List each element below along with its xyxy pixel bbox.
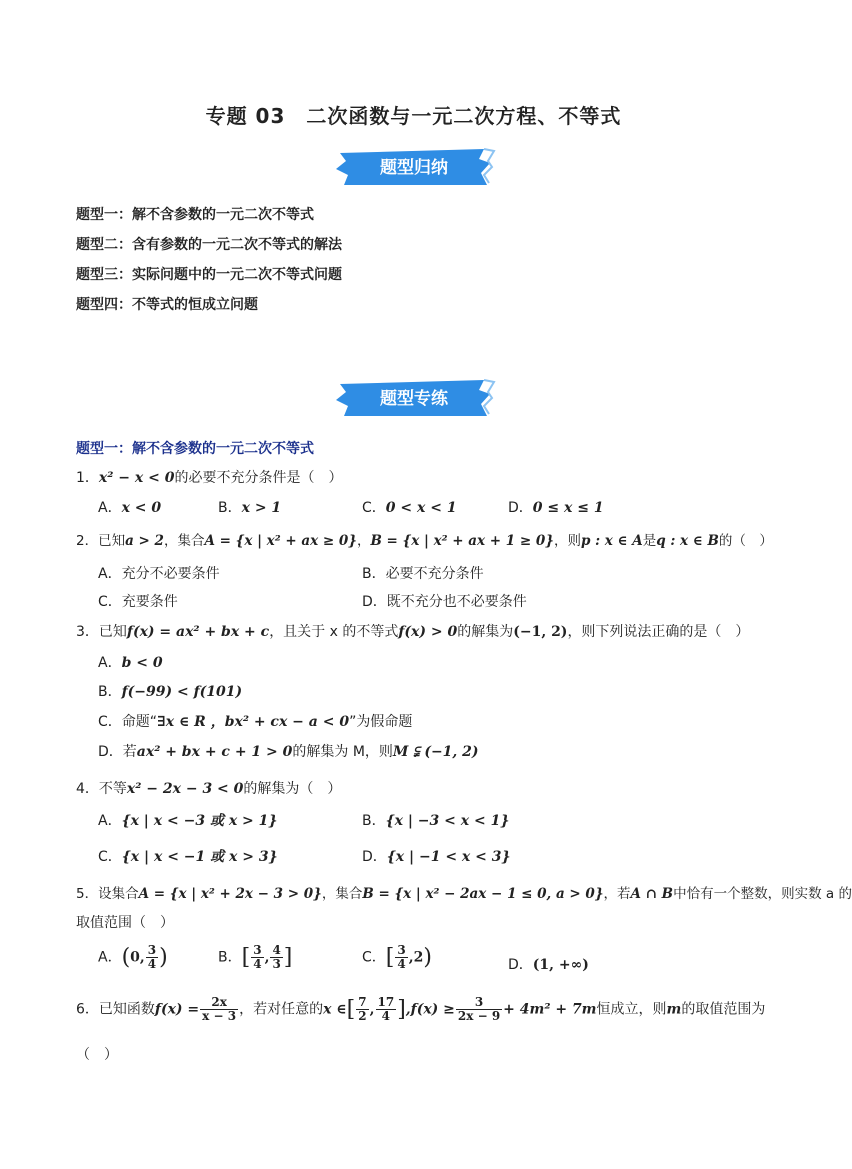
option-text: b < 0 bbox=[121, 655, 163, 671]
paren-open: ( bbox=[121, 945, 131, 970]
fraction bbox=[356, 996, 368, 1023]
option-text: 0 < x < 1 bbox=[385, 500, 457, 516]
q3-text: 的解集为 bbox=[457, 624, 514, 640]
paren-close: ) bbox=[423, 945, 432, 970]
question-2-number: 2． bbox=[76, 533, 99, 549]
q2-text: ，集合 bbox=[163, 533, 205, 549]
comma: , bbox=[405, 1001, 411, 1018]
question-3-option-d[interactable] bbox=[98, 741, 479, 761]
comma: , bbox=[264, 949, 270, 966]
question-4-option-d[interactable] bbox=[362, 846, 511, 866]
option-text: x < 0 bbox=[121, 500, 162, 516]
q4-expr: x² − 2x − 3 < 0 bbox=[126, 781, 244, 797]
question-5-stem bbox=[76, 882, 852, 902]
toc-item-2: 题型二：含有参数的一元二次不等式的解法 bbox=[76, 237, 342, 253]
q2-text: 的（ ） bbox=[718, 533, 773, 549]
question-4-number: 4． bbox=[76, 781, 99, 797]
section-heading-type1: 题型一：解不含参数的一元二次不等式 bbox=[76, 441, 314, 457]
question-5-option-d[interactable] bbox=[508, 954, 589, 974]
toc-item-1: 题型一：解不含参数的一元二次不等式 bbox=[76, 207, 314, 223]
option-text: f(−99) < f(101) bbox=[121, 684, 243, 700]
q2-expr: q : x ∈ B bbox=[656, 533, 719, 549]
question-5-option-a[interactable] bbox=[98, 944, 168, 971]
option-text: 0 ≤ x ≤ 1 bbox=[532, 500, 604, 516]
question-1-number: 1． bbox=[76, 470, 99, 486]
option-label: D． bbox=[362, 849, 387, 865]
question-4-option-b[interactable] bbox=[362, 810, 509, 830]
question-2-option-c[interactable] bbox=[98, 591, 178, 611]
comma: , bbox=[408, 949, 414, 966]
q3-text: ，且关于 x 的不等式 bbox=[269, 624, 399, 640]
option-label: D． bbox=[98, 744, 123, 760]
q3-text: 已知 bbox=[98, 624, 127, 640]
question-1-option-c[interactable] bbox=[362, 497, 457, 517]
q5-expr: A = {x | x² + 2x − 3 > 0} bbox=[138, 886, 322, 902]
option-label: C． bbox=[98, 594, 122, 610]
q5-text: ，若 bbox=[603, 886, 631, 902]
q2-expr: A = {x | x² + ax ≥ 0} bbox=[204, 533, 357, 549]
q3-expr: f(x) > 0 bbox=[398, 624, 458, 640]
question-6-number: 6． bbox=[76, 1001, 99, 1018]
comma: , bbox=[369, 1001, 375, 1018]
q5-text: ，集合 bbox=[321, 886, 363, 902]
page-title: 专题 03 二次函数与一元二次方程、不等式 bbox=[205, 104, 622, 128]
frac-den: 2x − 9 bbox=[457, 1009, 501, 1023]
question-6-stem bbox=[76, 996, 765, 1023]
option-label: A． bbox=[98, 949, 122, 966]
question-5-stem-cont: 取值范围（ ） bbox=[76, 915, 174, 931]
option-label: A． bbox=[98, 566, 122, 582]
q6-expr: f(x) = bbox=[154, 1001, 200, 1018]
option-label: C． bbox=[362, 949, 386, 966]
question-4-option-a[interactable] bbox=[98, 810, 277, 830]
option-text: ”为假命题 bbox=[349, 714, 413, 730]
option-text: 若 bbox=[122, 744, 137, 760]
option-text: {x | x < −3 或 x > 1} bbox=[121, 813, 278, 829]
q6-expr: m bbox=[666, 1001, 682, 1018]
q5-text: 中恰有一个整数，则实数 a 的 bbox=[673, 886, 852, 902]
fraction bbox=[456, 996, 502, 1023]
comma: , bbox=[139, 949, 145, 966]
frac-num: 3 bbox=[147, 943, 157, 957]
option-label: B． bbox=[218, 949, 242, 966]
option-label: C． bbox=[362, 500, 386, 516]
question-2-stem bbox=[76, 529, 773, 549]
frac-value: 2 bbox=[413, 949, 424, 966]
option-text: (1, +∞) bbox=[532, 957, 589, 973]
question-1-option-a[interactable] bbox=[98, 497, 161, 517]
question-1-option-b[interactable] bbox=[218, 497, 281, 517]
frac-den: 4 bbox=[397, 957, 406, 971]
question-3-number: 3． bbox=[76, 624, 99, 640]
question-5-option-b[interactable] bbox=[218, 944, 292, 971]
q6-expr: f(x) ≥ bbox=[410, 1001, 455, 1018]
toc-item-3: 题型三：实际问题中的一元二次不等式问题 bbox=[76, 267, 342, 283]
q3-expr: f(x) = ax² + bx + c bbox=[126, 624, 270, 640]
option-label: D． bbox=[508, 957, 533, 973]
q6-text: ，若对任意的 bbox=[239, 1001, 324, 1018]
banner-practice-label: 题型专练 bbox=[380, 389, 448, 409]
q6-text: 已知函数 bbox=[98, 1001, 155, 1018]
q4-text: 不等 bbox=[98, 781, 127, 797]
q6-text: 的取值范围为 bbox=[681, 1001, 766, 1018]
question-3-option-c[interactable] bbox=[98, 711, 412, 731]
bracket-close: ] bbox=[397, 997, 406, 1022]
q2-expr: B = {x | x² + ax + 1 ≥ 0} bbox=[370, 533, 554, 549]
frac-num: 3 bbox=[397, 943, 406, 957]
option-text: 既不充分也不必要条件 bbox=[386, 594, 527, 610]
question-4-option-c[interactable] bbox=[98, 846, 278, 866]
question-1-stem bbox=[76, 467, 342, 487]
option-text: {x | −1 < x < 3} bbox=[386, 849, 511, 865]
question-1-text: 的必要不充分条件是（ ） bbox=[174, 470, 343, 486]
option-label: D． bbox=[362, 594, 387, 610]
frac-den: 4 bbox=[253, 957, 262, 971]
question-5-number: 5． bbox=[76, 886, 99, 902]
toc-item-4: 题型四：不等式的恒成立问题 bbox=[76, 297, 258, 313]
question-3-option-a[interactable] bbox=[98, 652, 163, 672]
option-label: A． bbox=[98, 655, 122, 671]
q2-text: 已知 bbox=[98, 533, 126, 549]
question-1-option-d[interactable] bbox=[508, 497, 604, 517]
q3-expr: (−1, 2) bbox=[513, 624, 568, 640]
frac-num: 3 bbox=[253, 943, 262, 957]
paren-close: ) bbox=[159, 945, 168, 970]
option-label: D． bbox=[508, 500, 533, 516]
option-text: {x | −3 < x < 1} bbox=[385, 813, 510, 829]
option-label: A． bbox=[98, 813, 122, 829]
frac-den: 4 bbox=[147, 957, 157, 971]
bracket-open: [ bbox=[385, 945, 395, 970]
option-text: {x | x < −1 或 x > 3} bbox=[121, 849, 278, 865]
q3-text: ，则下列说法正确的是（ ） bbox=[567, 624, 750, 640]
option-label: C． bbox=[98, 849, 122, 865]
q6-expr: x ∈ bbox=[323, 1001, 347, 1018]
option-label: C． bbox=[98, 714, 122, 730]
question-2-option-a[interactable] bbox=[98, 563, 220, 583]
option-expr: M ⫋ (−1, 2) bbox=[392, 744, 479, 760]
question-1-expr: x² − x < 0 bbox=[98, 470, 175, 486]
q5-expr: B = {x | x² − 2ax − 1 ≤ 0, a > 0} bbox=[362, 886, 604, 902]
frac-num: 17 bbox=[377, 995, 395, 1009]
fraction bbox=[251, 944, 263, 971]
option-text: 必要不充分条件 bbox=[385, 566, 484, 582]
q2-text: 是 bbox=[642, 533, 657, 549]
option-text: 的解集为 M，则 bbox=[292, 744, 393, 760]
frac-value: 0 bbox=[130, 949, 140, 966]
q4-text: 的解集为（ ） bbox=[243, 781, 342, 797]
frac-den: 4 bbox=[381, 1009, 391, 1023]
option-text: 充分不必要条件 bbox=[121, 566, 220, 582]
fraction bbox=[146, 944, 158, 971]
option-text: x > 1 bbox=[241, 500, 282, 516]
frac-num: 4 bbox=[272, 943, 281, 957]
q5-expr: A ∩ B bbox=[630, 886, 674, 902]
frac-num: 3 bbox=[456, 996, 502, 1010]
question-6-stem-cont: （ ） bbox=[76, 1047, 118, 1063]
fraction bbox=[395, 944, 407, 971]
question-4-stem bbox=[76, 778, 341, 798]
bracket-open: [ bbox=[346, 997, 356, 1022]
option-text: 命题“ bbox=[121, 714, 158, 730]
q6-expr: + 4m² + 7m bbox=[503, 1001, 597, 1018]
frac-den: 2 bbox=[358, 1009, 367, 1023]
option-label: B． bbox=[362, 813, 386, 829]
frac-num: 2x bbox=[200, 996, 238, 1010]
q2-text: ，则 bbox=[553, 533, 581, 549]
q2-expr: a > 2 bbox=[125, 533, 164, 549]
question-2-option-b[interactable] bbox=[362, 563, 484, 583]
bracket-close: ] bbox=[283, 945, 293, 970]
section-banner-practice bbox=[334, 378, 494, 418]
q2-expr: p : x ∈ A bbox=[580, 533, 643, 549]
question-2-option-d[interactable] bbox=[362, 591, 527, 611]
frac-num: 7 bbox=[358, 995, 367, 1009]
frac-den: x − 3 bbox=[202, 1009, 237, 1023]
option-label: B． bbox=[362, 566, 386, 582]
option-expr: ∃x ∈ R ，bx² + cx − a < 0 bbox=[157, 714, 350, 730]
question-3-stem bbox=[76, 621, 749, 641]
question-3-option-b[interactable] bbox=[98, 681, 242, 701]
fraction bbox=[270, 944, 282, 971]
option-label: B． bbox=[218, 500, 242, 516]
fraction bbox=[376, 996, 397, 1023]
fraction bbox=[200, 996, 238, 1023]
option-text: 充要条件 bbox=[121, 594, 178, 610]
option-expr: ax² + bx + c + 1 > 0 bbox=[136, 744, 293, 760]
q2-text: ， bbox=[356, 533, 371, 549]
q5-text: 设集合 bbox=[98, 886, 139, 902]
option-label: B． bbox=[98, 684, 122, 700]
frac-den: 3 bbox=[272, 957, 281, 971]
section-banner-summary bbox=[334, 147, 494, 187]
bracket-open: [ bbox=[241, 945, 251, 970]
option-label: A． bbox=[98, 500, 122, 516]
q6-text: 恒成立，则 bbox=[596, 1001, 667, 1018]
banner-summary-label: 题型归纳 bbox=[380, 158, 448, 178]
question-5-option-c[interactable] bbox=[362, 944, 432, 971]
